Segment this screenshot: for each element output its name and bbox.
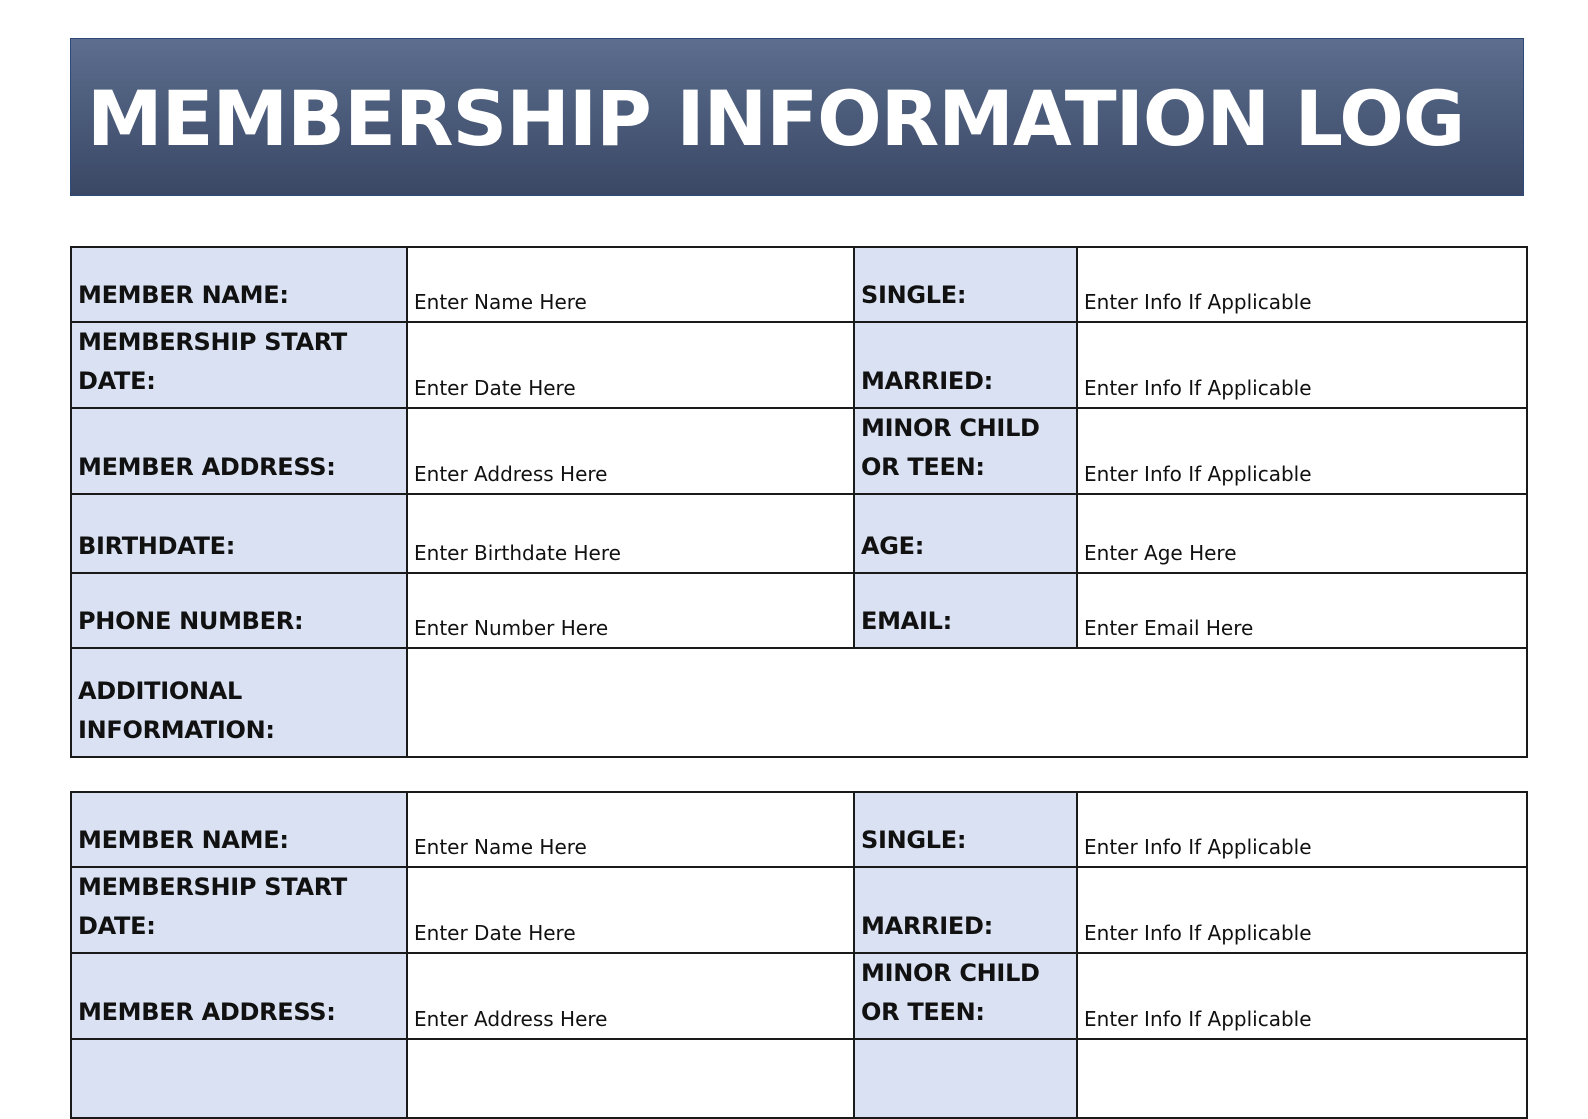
form-row-birthdate xyxy=(71,494,1527,573)
phone-label: PHONE NUMBER: xyxy=(71,573,407,648)
email-field[interactable]: Enter Email Here xyxy=(1077,573,1527,648)
birthdate-field[interactable]: Enter Birthdate Here xyxy=(407,494,854,573)
address-label: MEMBER ADDRESS: xyxy=(71,408,407,494)
partial-label-cell xyxy=(854,1039,1077,1118)
single-field[interactable]: Enter Info If Applicable xyxy=(1077,792,1527,867)
single-label: SINGLE: xyxy=(854,247,1077,322)
start-date-label: MEMBERSHIP START DATE: xyxy=(71,867,407,953)
title-banner xyxy=(70,38,1524,196)
member-name-label: MEMBER NAME: xyxy=(71,247,407,322)
start-date-field[interactable]: Enter Date Here xyxy=(407,867,854,953)
member-name-label: MEMBER NAME: xyxy=(71,792,407,867)
address-field[interactable]: Enter Address Here xyxy=(407,953,854,1039)
email-label: EMAIL: xyxy=(854,573,1077,648)
form-row-start-date xyxy=(71,322,1527,408)
partial-value-cell[interactable] xyxy=(1077,1039,1527,1118)
single-label: SINGLE: xyxy=(854,792,1077,867)
address-label: MEMBER ADDRESS: xyxy=(71,953,407,1039)
form-row-address xyxy=(71,408,1527,494)
partial-label-cell xyxy=(71,1039,407,1118)
partial-value-cell[interactable] xyxy=(407,1039,854,1118)
form-row-phone xyxy=(71,573,1527,648)
married-label: MARRIED: xyxy=(854,867,1077,953)
form-row-address xyxy=(71,953,1527,1039)
form-row-member-name xyxy=(71,247,1527,322)
form-row-partial xyxy=(71,1039,1527,1118)
minor-field[interactable]: Enter Info If Applicable xyxy=(1077,953,1527,1039)
address-field[interactable]: Enter Address Here xyxy=(407,408,854,494)
start-date-label: MEMBERSHIP START DATE: xyxy=(71,322,407,408)
age-field[interactable]: Enter Age Here xyxy=(1077,494,1527,573)
form-row-member-name xyxy=(71,792,1527,867)
additional-info-field[interactable] xyxy=(407,648,1527,757)
minor-field[interactable]: Enter Info If Applicable xyxy=(1077,408,1527,494)
age-label: AGE: xyxy=(854,494,1077,573)
form-row-additional xyxy=(71,648,1527,757)
form-row-start-date xyxy=(71,867,1527,953)
start-date-field[interactable]: Enter Date Here xyxy=(407,322,854,408)
membership-form-2 xyxy=(70,791,1528,1119)
birthdate-label: BIRTHDATE: xyxy=(71,494,407,573)
additional-info-label: ADDITIONAL INFORMATION: xyxy=(71,648,407,757)
minor-label: MINOR CHILD OR TEEN: xyxy=(854,408,1077,494)
member-name-field[interactable]: Enter Name Here xyxy=(407,247,854,322)
member-name-field[interactable]: Enter Name Here xyxy=(407,792,854,867)
page-title: MEMBERSHIP INFORMATION LOG xyxy=(87,74,1465,163)
married-field[interactable]: Enter Info If Applicable xyxy=(1077,867,1527,953)
married-label: MARRIED: xyxy=(854,322,1077,408)
single-field[interactable]: Enter Info If Applicable xyxy=(1077,247,1527,322)
phone-field[interactable]: Enter Number Here xyxy=(407,573,854,648)
membership-form-1 xyxy=(70,246,1528,758)
married-field[interactable]: Enter Info If Applicable xyxy=(1077,322,1527,408)
minor-label: MINOR CHILD OR TEEN: xyxy=(854,953,1077,1039)
